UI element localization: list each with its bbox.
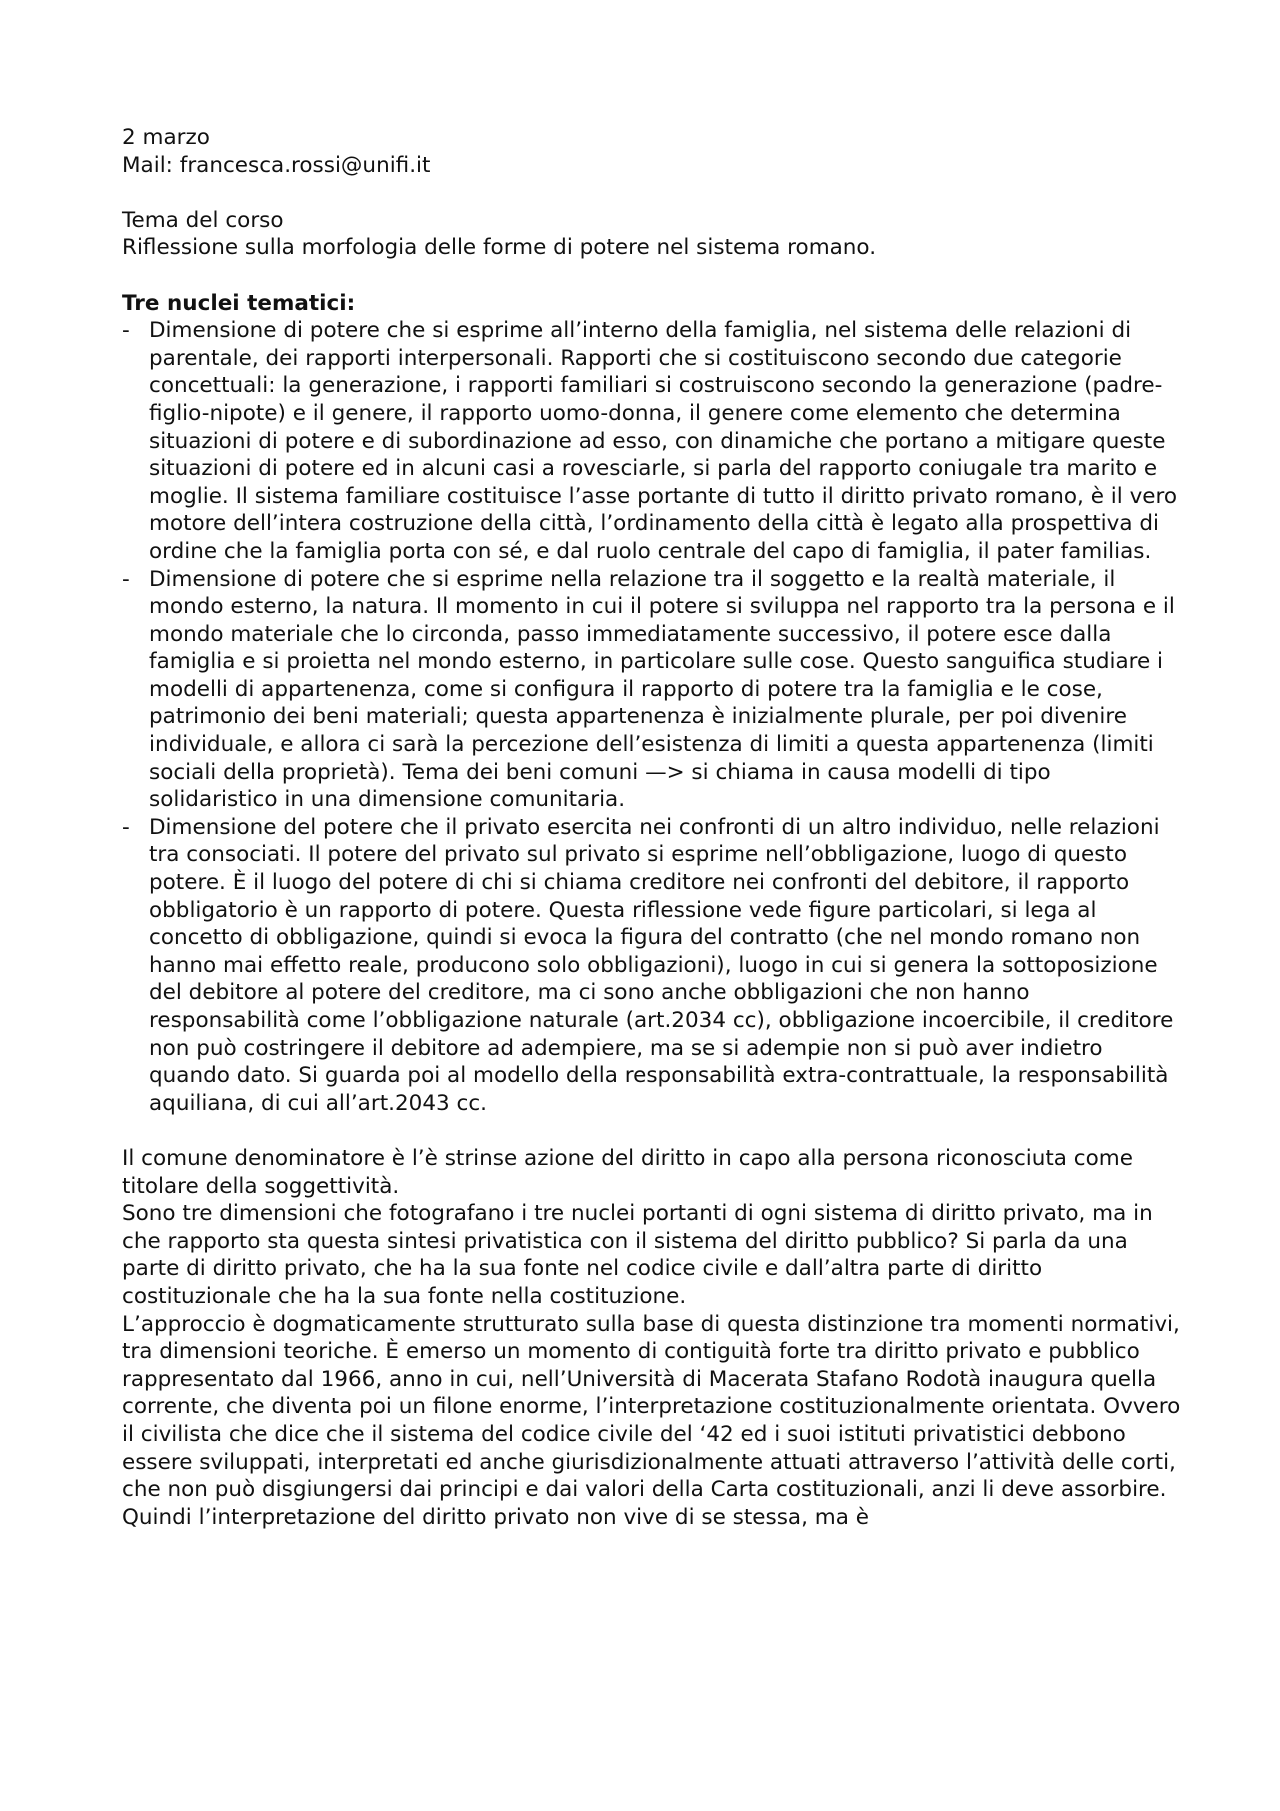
date-line: 2 marzo	[122, 125, 210, 150]
themes-list	[122, 317, 1182, 1117]
document-content	[122, 124, 1182, 1531]
list-item	[122, 566, 1182, 814]
spacer	[122, 179, 1182, 207]
list-item	[122, 814, 1182, 1118]
list-bullet: -	[122, 814, 130, 840]
list-item-text: Dimensione di potere che si esprime nella relazione tra il soggetto e la realtà materiale, il mondo esterno, la natura. Il momento in cui il potere si sviluppa nel rapporto tra la persona e il mondo materiale che lo circonda, passo immediatamente successivo, il potere esce dalla famiglia e si proietta nel mondo esterno, in particolare sulle cose. Questo sanguifica studiare i modelli di appartenenza, come si configura il rapporto di potere tra la famiglia e le cose, patrimonio dei beni materiali; questa appartenenza è inizialmente plurale, per poi divenire individuale, e allora ci sarà la percezione dell’esistenza di limiti a questa appartenenza (limiti sociali della proprietà). Tema dei beni comuni —> si chiama in causa modelli di tipo solidaristico in una dimensione comunitaria.	[149, 566, 1175, 813]
list-item	[122, 317, 1182, 565]
spacer	[122, 262, 1182, 290]
list-item-text: Dimensione del potere che il privato esercita nei confronti di un altro individuo, nelle relazioni tra consociati. Il potere del privato sul privato si esprime nell’obbligazione, luogo di questo potere. È il luogo del potere di chi si chiama creditore nei confronti del debitore, il rapporto obbligatorio è un rapporto di potere. Questa riflessione vede figure particolari, si lega al concetto di obbligazione, quindi si evoca la figura del contratto (che nel mondo romano non hanno mai effetto reale, producono solo obbligazioni), luogo in cui si genera la sottoposizione del debitore al potere del creditore, ma ci sono anche obbligazioni che non hanno responsabilità come l’obbligazione naturale (art.2034 cc), obbligazione incoercibile, il creditore non può costringere il debitore ad adempiere, ma se si adempie non si può aver indietro quando dato. Si guarda poi al modello della responsabilità extra-contrattuale, la responsabilità aquiliana, di cui all’art.2043 cc.	[149, 814, 1174, 1116]
spacer	[122, 1117, 1182, 1145]
course-description: Riflessione sulla morfologia delle forme di potere nel sistema romano.	[122, 235, 877, 261]
mail-line: Mail: francesca.rossi@unifi.it	[122, 152, 431, 178]
list-bullet: -	[122, 318, 130, 344]
list-item-text: Dimensione di potere che si esprime all’interno della famiglia, nel sistema delle relazioni di parentale, dei rapporti interpersonali. Rapporti che si costituiscono secondo due categorie concettuali: la generazione, i rapporti familiari si costruiscono secondo la generazione (padre-figlio-nipote) e il genere, il rapporto uomo-donna, il genere come elemento che determina situazioni di potere e di subordinazione ad esso, con dinamiche che portano a mitigare queste situazioni di potere ed in alcuni casi a rovesciarle, si parla del rapporto coniugale tra marito e moglie. Il sistema familiare costituisce l’asse portante di tutto il diritto privato romano, è il vero motore dell’intera costruzione della città, l’ordinamento della città è legato alla prospettiva di ordine che la famiglia porta con sé, e dal ruolo centrale del capo di famiglia, il pater familias.	[149, 318, 1178, 564]
course-title: Tema del corso	[122, 207, 284, 233]
body-paragraph: Il comune denominatore è l’è strinse azione del diritto in capo alla persona riconosciuta come titolare della soggettività.	[122, 1145, 1133, 1199]
body-paragraph: L’approccio è dogmaticamente strutturato sulla base di questa distinzione tra momenti normativi, tra dimensioni teoriche. È emerso un momento di contiguità forte tra diritto privato e pubblico rappresentato dal 1966, anno in cui, nell’Università di Macerata Stafano Rodotà inaugura quella corrente, che diventa poi un filone enorme, l’interpretazione costituzionalmente orientata. Ovvero il civilista che dice che il sistema del codice civile del ‘42 ed i suoi istituti privatistici debbono essere sviluppati, interpretati ed anche giurisdizionalmente attuati attraverso l’attività delle corti, che non può disgiungersi dai principi e dai valori della Carta costituzionali, anzi li deve assorbire. Quindi l’interpretazione del diritto privato non vive di se stessa, ma è	[122, 1311, 1181, 1530]
list-bullet: -	[122, 566, 130, 592]
themes-heading: Tre nuclei tematici:	[122, 290, 356, 316]
body-paragraph: Sono tre dimensioni che fotografano i tre nuclei portanti di ogni sistema di diritto privato, ma in che rapporto sta questa sintesi privatistica con il sistema del diritto pubblico? Si parla da una parte di diritto privato, che ha la sua fonte nel codice civile e dall’altra parte di diritto costituzionale che ha la sua fonte nella costituzione.	[122, 1201, 1153, 1309]
